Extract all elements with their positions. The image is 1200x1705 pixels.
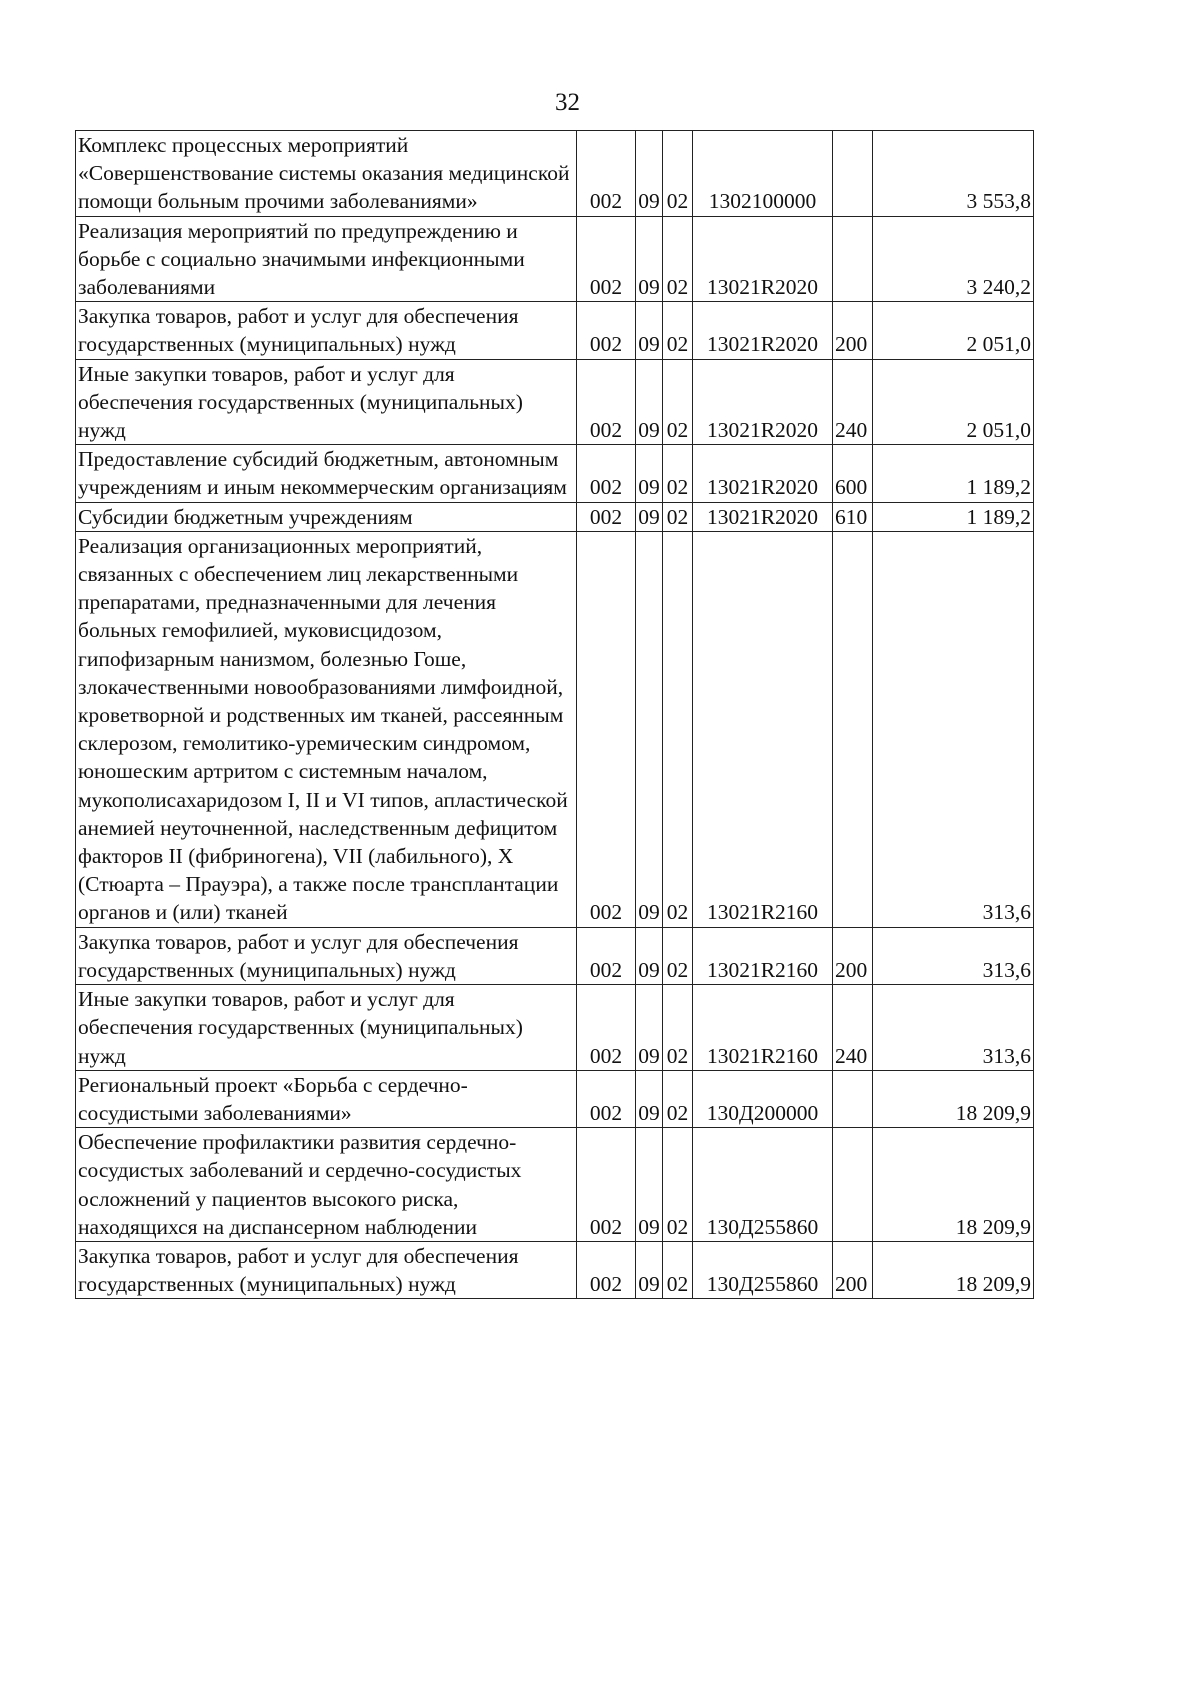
row-sum: 3 240,2 [873,216,1034,302]
row-sum: 313,6 [873,927,1034,984]
row-subsection: 02 [663,502,693,531]
row-subsection: 02 [663,531,693,927]
row-section: 09 [636,927,663,984]
row-section: 09 [636,985,663,1071]
row-subsection: 02 [663,985,693,1071]
row-ministry-code: 002 [577,1241,636,1298]
row-name: Иные закупки товаров, работ и услуг для обеспечения государственных (муниципальных) нужд [76,359,577,445]
row-section: 09 [636,531,663,927]
row-sum: 1 189,2 [873,445,1034,502]
table-row [76,216,1034,302]
row-sum: 2 051,0 [873,302,1034,359]
row-target-item: 13021R2020 [693,216,833,302]
row-section: 09 [636,445,663,502]
table-row [76,302,1034,359]
row-section: 09 [636,302,663,359]
row-subsection: 02 [663,1128,693,1242]
row-name: Реализация организационных мероприятий, связанных с обеспечением лиц лекарственными препаратами, предназначенными для лечения больных гемофилией, муковисцидозом, гипофизарным нанизмом, болезнью Гоше, злокачественными новообразованиями лимфоидной, кроветворной и родственных им тканей, рассеянным склерозом, гемолитико-уремическим синдромом, юношеским артритом с системным началом, мукополисахаридозом I, II и VI типов, апластической анемией неуточненной, наследственным дефицитом факторов II (фибриногена), VII (лабильного), X (Стюарта – Прауэра), а также после трансплантации органов и (или) тканей [76,531,577,927]
row-target-item: 1302100000 [693,131,833,217]
row-target-item: 13021R2020 [693,302,833,359]
table-row [76,131,1034,217]
table-row [76,445,1034,502]
table-row [76,1128,1034,1242]
table-row [76,359,1034,445]
row-expense-type: 200 [833,1241,873,1298]
row-target-item: 13021R2160 [693,927,833,984]
row-expense-type [833,531,873,927]
row-ministry-code: 002 [577,216,636,302]
row-target-item: 130Д200000 [693,1070,833,1127]
row-target-item: 13021R2160 [693,985,833,1071]
row-subsection: 02 [663,216,693,302]
row-expense-type: 610 [833,502,873,531]
row-subsection: 02 [663,302,693,359]
row-target-item: 13021R2020 [693,502,833,531]
table-row [76,1070,1034,1127]
row-ministry-code: 002 [577,131,636,217]
row-expense-type [833,131,873,217]
row-expense-type: 240 [833,359,873,445]
row-target-item: 13021R2020 [693,359,833,445]
row-subsection: 02 [663,359,693,445]
row-subsection: 02 [663,131,693,217]
row-expense-type [833,1070,873,1127]
budget-table-body [76,131,1034,1299]
row-target-item: 130Д255860 [693,1241,833,1298]
row-ministry-code: 002 [577,502,636,531]
row-expense-type [833,1128,873,1242]
table-row [76,927,1034,984]
row-section: 09 [636,1070,663,1127]
row-ministry-code: 002 [577,302,636,359]
row-ministry-code: 002 [577,531,636,927]
row-section: 09 [636,131,663,217]
row-ministry-code: 002 [577,445,636,502]
row-sum: 2 051,0 [873,359,1034,445]
row-expense-type: 240 [833,985,873,1071]
row-name: Закупка товаров, работ и услуг для обеспечения государственных (муниципальных) нужд [76,1241,577,1298]
row-sum: 18 209,9 [873,1128,1034,1242]
row-ministry-code: 002 [577,1070,636,1127]
page-number: 32 [555,89,580,116]
row-section: 09 [636,502,663,531]
row-expense-type [833,216,873,302]
row-name: Закупка товаров, работ и услуг для обеспечения государственных (муниципальных) нужд [76,302,577,359]
row-section: 09 [636,1241,663,1298]
table-row [76,531,1034,927]
row-section: 09 [636,359,663,445]
row-subsection: 02 [663,1070,693,1127]
row-expense-type: 600 [833,445,873,502]
row-ministry-code: 002 [577,927,636,984]
row-sum: 313,6 [873,985,1034,1071]
table-row [76,985,1034,1071]
row-ministry-code: 002 [577,985,636,1071]
row-sum: 313,6 [873,531,1034,927]
row-sum: 3 553,8 [873,131,1034,217]
row-sum: 1 189,2 [873,502,1034,531]
row-name: Обеспечение профилактики развития сердечно-сосудистых заболеваний и сердечно-сосудистых осложнений у пациентов высокого риска, находящихся на диспансерном наблюдении [76,1128,577,1242]
row-ministry-code: 002 [577,1128,636,1242]
row-subsection: 02 [663,927,693,984]
row-section: 09 [636,1128,663,1242]
row-name: Региональный проект «Борьба с сердечно-сосудистыми заболеваниями» [76,1070,577,1127]
row-ministry-code: 002 [577,359,636,445]
row-subsection: 02 [663,445,693,502]
table-row [76,1241,1034,1298]
row-expense-type: 200 [833,302,873,359]
row-expense-type: 200 [833,927,873,984]
row-target-item: 130Д255860 [693,1128,833,1242]
row-name: Закупка товаров, работ и услуг для обеспечения государственных (муниципальных) нужд [76,927,577,984]
row-name: Комплекс процессных мероприятий «Совершенствование системы оказания медицинской помощи больным прочими заболеваниями» [76,131,577,217]
row-name: Реализация мероприятий по предупреждению и борьбе с социально значимыми инфекционными заболеваниями [76,216,577,302]
row-target-item: 13021R2020 [693,445,833,502]
row-name: Иные закупки товаров, работ и услуг для обеспечения государственных (муниципальных) нужд [76,985,577,1071]
row-subsection: 02 [663,1241,693,1298]
row-name: Субсидии бюджетным учреждениям [76,502,577,531]
row-sum: 18 209,9 [873,1241,1034,1298]
row-sum: 18 209,9 [873,1070,1034,1127]
budget-table [75,130,1034,1299]
row-name: Предоставление субсидий бюджетным, автономным учреждениям и иным некоммерческим организациям [76,445,577,502]
table-row [76,502,1034,531]
row-section: 09 [636,216,663,302]
row-target-item: 13021R2160 [693,531,833,927]
